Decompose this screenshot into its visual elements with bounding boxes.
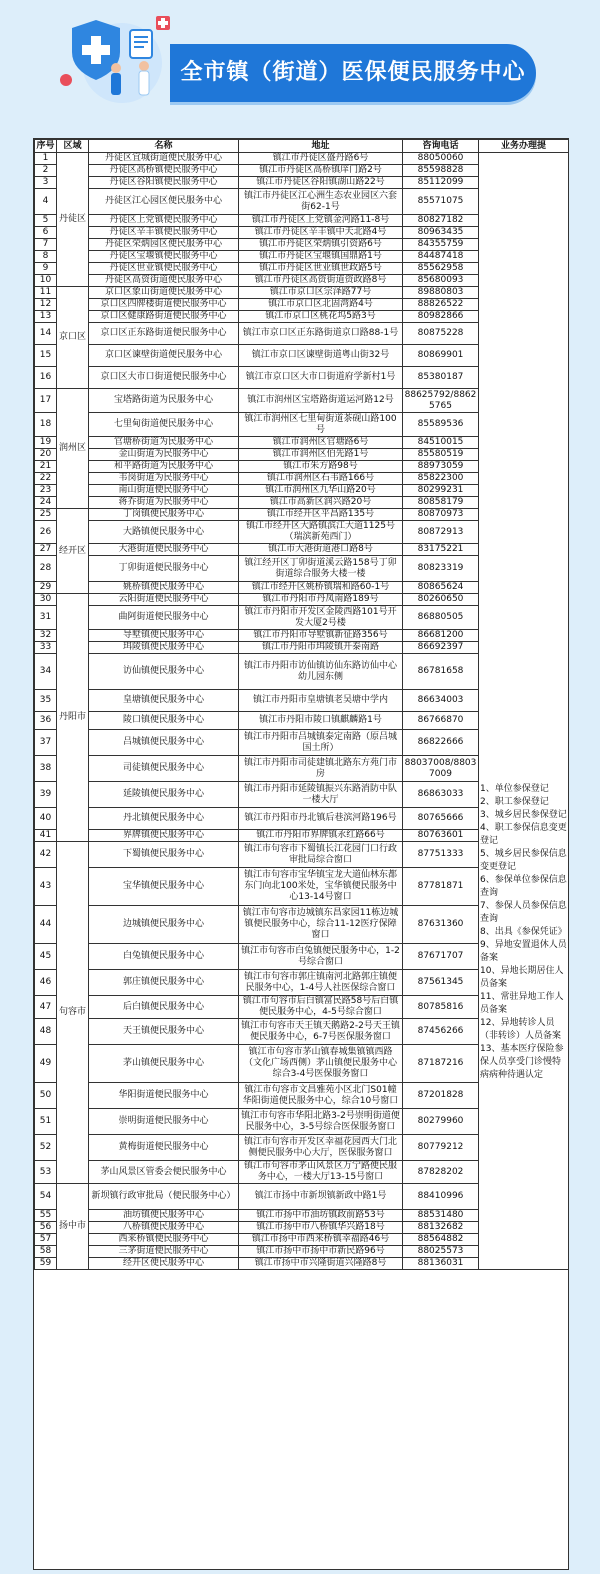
row-index: 48 (35, 1019, 57, 1045)
row-index: 3 (35, 177, 57, 189)
center-phone: 88025573 (403, 1246, 479, 1258)
business-item: 13、基本医疗保险参保人员享受门诊慢特病病种待遇认定 (480, 1044, 564, 1080)
center-name: 丹徒区上党镇便民服务中心 (89, 215, 239, 227)
region-cell: 扬中市 (57, 1184, 89, 1270)
center-phone: 80827182 (403, 215, 479, 227)
row-index: 47 (35, 996, 57, 1019)
row-index: 19 (35, 437, 57, 449)
center-phone: 87631360 (403, 906, 479, 944)
row-index: 32 (35, 630, 57, 642)
center-phone: 85580519 (403, 449, 479, 461)
center-phone: 80963435 (403, 227, 479, 239)
center-address: 镇江市丹阳市吕城镇泰定南路（原吕城国土所） (239, 730, 403, 756)
row-index: 30 (35, 594, 57, 606)
center-address: 镇江市句容市后白镇富民路58号后白镇便民服务中心，4-5号综合窗口 (239, 996, 403, 1019)
row-index: 58 (35, 1246, 57, 1258)
center-address: 镇江市丹徒区江心洲生态农业园区六套街62-1号 (239, 189, 403, 215)
center-phone: 85571075 (403, 189, 479, 215)
center-name: 京口区谏壁街道便民服务中心 (89, 345, 239, 367)
center-address: 镇江市润州区伯先路1号 (239, 449, 403, 461)
center-name: 丹徒区荣炳园区便民服务中心 (89, 239, 239, 251)
center-address: 镇江市丹徒区谷阳镇湖山路22号 (239, 177, 403, 189)
row-index: 31 (35, 606, 57, 630)
center-name: 和平路街道为民服务中心 (89, 461, 239, 473)
region-cell: 润州区 (57, 389, 89, 509)
business-item: 6、参保单位参保信息查询 (480, 875, 567, 898)
header-address: 地址 (239, 140, 403, 153)
row-index: 42 (35, 842, 57, 868)
center-name: 宝华镇便民服务中心 (89, 868, 239, 906)
center-address: 镇江市丹阳市珥陵镇开泰南路 (239, 642, 403, 654)
center-address: 镇江市京口区宗泽路77号 (239, 287, 403, 299)
center-address: 镇江市大港街道港口路8号 (239, 544, 403, 556)
center-name: 丹徒区高资街道便民服务中心 (89, 275, 239, 287)
business-item: 4、职工参保信息变更登记 (480, 823, 567, 846)
row-index: 59 (35, 1258, 57, 1270)
center-phone: 85589536 (403, 413, 479, 437)
center-name: 丁卯街道便民服务中心 (89, 556, 239, 582)
center-name: 丹徒区高桥镇便民服务中心 (89, 165, 239, 177)
center-phone: 80858179 (403, 497, 479, 509)
center-address: 镇江市丹徒区荣炳镇引资路6号 (239, 239, 403, 251)
center-address: 镇江市句容市茅山风景区万宁路便民服务中心，一楼大厅13-15号窗口 (239, 1161, 403, 1184)
header-index: 序号 (36, 140, 55, 151)
center-phone: 84487418 (403, 251, 479, 263)
region-cell: 经开区 (57, 509, 89, 594)
row-index: 4 (35, 189, 57, 215)
row-index: 44 (35, 906, 57, 944)
row-index: 43 (35, 868, 57, 906)
center-name: 延陵镇便民服务中心 (89, 782, 239, 808)
center-address: 镇江市句容市边城镇东昌家园11栋边城镇便民服务中心，综合11-12医疗保障窗口 (239, 906, 403, 944)
business-item: 5、城乡居民参保信息变更登记 (480, 849, 567, 872)
row-index: 45 (35, 944, 57, 970)
center-address: 镇江市句容市开发区幸福花园西大门北侧便民服务中心大厅，医保服务窗口 (239, 1135, 403, 1161)
center-name: 珥陵镇便民服务中心 (89, 642, 239, 654)
center-phone: 88531480 (403, 1210, 479, 1222)
table-header-row (35, 140, 569, 153)
center-phone: 80279960 (403, 1109, 479, 1135)
center-address: 镇江市扬中市兴隆街道兴隆路8号 (239, 1258, 403, 1270)
region-cell: 京口区 (57, 287, 89, 389)
row-index: 46 (35, 970, 57, 996)
center-name: 宝塔路街道为民服务中心 (89, 389, 239, 413)
center-phone: 80779212 (403, 1135, 479, 1161)
center-name: 京口区正东路街道便民服务中心 (89, 323, 239, 345)
center-phone: 88410996 (403, 1184, 479, 1210)
center-name: 陵口镇便民服务中心 (89, 712, 239, 730)
center-address: 镇江市丹阳市司徒建镇北路东方苑门市房 (239, 756, 403, 782)
center-phone: 88625792/88625765 (403, 389, 479, 413)
center-name: 皇塘镇便民服务中心 (89, 690, 239, 712)
center-name: 大港街道便民服务中心 (89, 544, 239, 556)
row-index: 21 (35, 461, 57, 473)
center-name: 华阳街道便民服务中心 (89, 1083, 239, 1109)
center-address: 镇江经开区丁卯街道溪云路158号丁卯街道综合服务大楼一楼 (239, 556, 403, 582)
center-address: 镇江市丹阳市开发区金陵西路101号开发大厦2号楼 (239, 606, 403, 630)
business-list-cell (479, 153, 569, 1270)
row-index: 13 (35, 311, 57, 323)
row-index: 9 (35, 263, 57, 275)
center-phone: 80870973 (403, 509, 479, 521)
center-name: 吕城镇便民服务中心 (89, 730, 239, 756)
center-address: 镇江市丹徒区世业镇世政路5号 (239, 263, 403, 275)
row-index: 2 (35, 165, 57, 177)
header-business: 业务办理提 (479, 140, 569, 153)
header-region: 区域 (57, 140, 89, 153)
center-name: 白兔镇便民服务中心 (89, 944, 239, 970)
center-address: 镇江市经开区大路镇滨江大道1125号（瑞滨新苑西门） (239, 521, 403, 544)
center-name: 姚桥镇便民服务中心 (89, 582, 239, 594)
row-index: 26 (35, 521, 57, 544)
center-phone: 80872913 (403, 521, 479, 544)
center-phone: 87561345 (403, 970, 479, 996)
center-phone: 86822666 (403, 730, 479, 756)
business-item: 10、异地长期居住人员备案 (480, 966, 564, 989)
center-phone: 85598828 (403, 165, 479, 177)
header-name: 名称 (89, 140, 239, 153)
row-index: 7 (35, 239, 57, 251)
row-index: 18 (35, 413, 57, 437)
row-index: 20 (35, 449, 57, 461)
center-phone: 80299231 (403, 485, 479, 497)
center-phone: 88564882 (403, 1234, 479, 1246)
row-index: 16 (35, 367, 57, 389)
center-name: 丹徒区辛丰镇便民服务中心 (89, 227, 239, 239)
row-index: 54 (35, 1184, 57, 1210)
center-address: 镇江市句容市文昌雅苑小区北门S01幢华阳街道便民服务中心，综合10号窗口 (239, 1083, 403, 1109)
row-index: 49 (35, 1045, 57, 1083)
center-phone: 88973059 (403, 461, 479, 473)
row-index: 41 (35, 830, 57, 842)
center-name: 司徒镇便民服务中心 (89, 756, 239, 782)
business-item: 9、异地安置退休人员备案 (480, 940, 567, 963)
center-name: 三茅街道便民服务中心 (89, 1246, 239, 1258)
row-index: 52 (35, 1135, 57, 1161)
center-phone: 85562958 (403, 263, 479, 275)
center-address: 镇江市丹阳市界牌镇永红路66号 (239, 830, 403, 842)
center-address: 镇江市丹徒区宝堰镇国鼎路1号 (239, 251, 403, 263)
row-index: 5 (35, 215, 57, 227)
center-phone: 83175221 (403, 544, 479, 556)
center-phone: 80765666 (403, 808, 479, 830)
service-center-table-container (33, 138, 569, 1570)
center-phone: 80982866 (403, 311, 479, 323)
center-address: 镇江市丹阳市皇塘镇老吴塘中学内 (239, 690, 403, 712)
center-address: 镇江市京口区北固湾路4号 (239, 299, 403, 311)
center-phone: 88132682 (403, 1222, 479, 1234)
center-name: 丹徒区宝堰镇便民服务中心 (89, 251, 239, 263)
center-phone: 86681200 (403, 630, 479, 642)
row-index: 50 (35, 1083, 57, 1109)
center-name: 经开区便民服务中心 (89, 1258, 239, 1270)
center-name: 蒋乔街道为民服务中心 (89, 497, 239, 509)
row-index: 37 (35, 730, 57, 756)
center-name: 官塘桥街道为民服务中心 (89, 437, 239, 449)
business-item: 11、常驻异地工作人员备案 (480, 992, 564, 1015)
center-phone: 85822300 (403, 473, 479, 485)
row-index: 51 (35, 1109, 57, 1135)
row-index: 6 (35, 227, 57, 239)
center-address: 镇江市丹徒区上党镇金河路11-8号 (239, 215, 403, 227)
center-address: 镇江市丹徒区高资街道资政路8号 (239, 275, 403, 287)
center-phone: 88037008/88037009 (403, 756, 479, 782)
center-phone: 84510015 (403, 437, 479, 449)
center-name: 边城镇便民服务中心 (89, 906, 239, 944)
row-index: 15 (35, 345, 57, 367)
center-address: 镇江市润州区九华山路20号 (239, 485, 403, 497)
center-phone: 87201828 (403, 1083, 479, 1109)
row-index: 22 (35, 473, 57, 485)
center-address: 镇江市丹阳市陵口镇麒麟路1号 (239, 712, 403, 730)
center-name: 茅山风景区管委会便民服务中心 (89, 1161, 239, 1184)
row-index: 17 (35, 389, 57, 413)
center-name: 金山街道为民服务中心 (89, 449, 239, 461)
center-name: 茅山镇便民服务中心 (89, 1045, 239, 1083)
center-phone: 80260650 (403, 594, 479, 606)
row-index: 25 (35, 509, 57, 521)
region-cell: 句容市 (57, 842, 89, 1184)
business-item: 2、职工参保登记 (480, 797, 549, 807)
center-name: 崇明街道便民服务中心 (89, 1109, 239, 1135)
center-address: 镇江市丹徒区盛丹路6号 (239, 153, 403, 165)
center-address: 镇江市经开区平昌路135号 (239, 509, 403, 521)
business-item: 3、城乡居民参保登记 (480, 810, 567, 820)
business-item: 7、参保人员参保信息查询 (480, 901, 567, 924)
center-name: 丁岗镇便民服务中心 (89, 509, 239, 521)
center-name: 郭庄镇便民服务中心 (89, 970, 239, 996)
center-address: 镇江市句容市华阳北路3-2号崇明街道便民服务中心，3-5号综合医保服务窗口 (239, 1109, 403, 1135)
center-address: 镇江市润州区石韦路166号 (239, 473, 403, 485)
row-index: 40 (35, 808, 57, 830)
center-phone: 86781658 (403, 654, 479, 690)
row-index: 33 (35, 642, 57, 654)
center-address: 镇江市扬中市八桥镇华兴路18号 (239, 1222, 403, 1234)
center-phone: 80869901 (403, 345, 479, 367)
center-name: 天王镇便民服务中心 (89, 1019, 239, 1045)
service-center-table (34, 139, 569, 1270)
row-index: 38 (35, 756, 57, 782)
center-address: 镇江市京口区谏壁街道粤山街32号 (239, 345, 403, 367)
center-name: 丹北镇便民服务中心 (89, 808, 239, 830)
center-name: 京口区健康路街道便民服务中心 (89, 311, 239, 323)
region-cell: 丹阳市 (57, 594, 89, 842)
center-address: 镇江市润州区官塘路6号 (239, 437, 403, 449)
center-name: 丹徒区谷阳镇便民服务中心 (89, 177, 239, 189)
center-phone: 80865624 (403, 582, 479, 594)
center-name: 丹徒区江心园区便民服务中心 (89, 189, 239, 215)
center-name: 黄梅街道便民服务中心 (89, 1135, 239, 1161)
row-index: 28 (35, 556, 57, 582)
center-phone: 87781871 (403, 868, 479, 906)
center-phone: 80763601 (403, 830, 479, 842)
table-row (35, 153, 569, 165)
center-name: 南山街道便民服务中心 (89, 485, 239, 497)
center-address: 镇江市丹阳市延陵镇振兴东路消防中队一楼大厅 (239, 782, 403, 808)
row-index: 24 (35, 497, 57, 509)
business-item: 1、单位参保登记 (480, 784, 549, 794)
center-address: 镇江市丹阳市丹凤南路189号 (239, 594, 403, 606)
center-name: 大路镇便民服务中心 (89, 521, 239, 544)
center-phone: 80823319 (403, 556, 479, 582)
center-name: 后白镇便民服务中心 (89, 996, 239, 1019)
center-address: 镇江市扬中市新坝镇新政中路1号 (239, 1184, 403, 1210)
center-address: 镇江市经开区姚桥镇瑞和路60-1号 (239, 582, 403, 594)
center-name: 云阳街道便民服务中心 (89, 594, 239, 606)
center-phone: 87671707 (403, 944, 479, 970)
row-index: 1 (35, 153, 57, 165)
row-index: 36 (35, 712, 57, 730)
center-phone: 88136031 (403, 1258, 479, 1270)
center-address: 镇江市句容市下蜀镇长江花园门口行政审批局综合窗口 (239, 842, 403, 868)
center-phone: 85112099 (403, 177, 479, 189)
center-phone: 85680093 (403, 275, 479, 287)
center-address: 镇江市京口区桃花坞5路3号 (239, 311, 403, 323)
center-phone: 89880803 (403, 287, 479, 299)
row-index: 56 (35, 1222, 57, 1234)
center-address: 镇江市高新区润兴路20号 (239, 497, 403, 509)
row-index: 10 (35, 275, 57, 287)
row-index: 11 (35, 287, 57, 299)
center-phone: 86880505 (403, 606, 479, 630)
center-name: 七里甸街道便民服务中心 (89, 413, 239, 437)
row-index: 53 (35, 1161, 57, 1184)
center-name: 西来桥镇便民服务中心 (89, 1234, 239, 1246)
center-address: 镇江市京口区大市口街道府学新村1号 (239, 367, 403, 389)
center-address: 镇江市丹阳市访仙镇访仙东路访仙中心幼儿园东侧 (239, 654, 403, 690)
row-index: 12 (35, 299, 57, 311)
center-name: 界牌镇便民服务中心 (89, 830, 239, 842)
center-address: 镇江市朱方路98号 (239, 461, 403, 473)
center-address: 镇江市润州区七里甸街道茶砚山路100号 (239, 413, 403, 437)
center-phone: 86634003 (403, 690, 479, 712)
center-address: 镇江市丹阳市丹北镇后巷滨河路196号 (239, 808, 403, 830)
center-name: 京口区大市口街道便民服务中心 (89, 367, 239, 389)
center-address: 镇江市丹徒区辛丰镇中天北路4号 (239, 227, 403, 239)
center-name: 油坊镇便民服务中心 (89, 1210, 239, 1222)
center-address: 镇江市句容市白兔镇便民服务中心，1-2号综合窗口 (239, 944, 403, 970)
row-index: 14 (35, 323, 57, 345)
center-phone: 84355759 (403, 239, 479, 251)
business-item: 12、异地转诊人员（非转诊）人员备案 (480, 1018, 562, 1041)
center-phone: 80875228 (403, 323, 479, 345)
center-phone: 87456266 (403, 1019, 479, 1045)
center-phone: 86766870 (403, 712, 479, 730)
center-name: 新坝镇行政审批局（便民服务中心） (89, 1184, 239, 1210)
center-address: 镇江市扬中市扬中市新民路96号 (239, 1246, 403, 1258)
row-index: 23 (35, 485, 57, 497)
center-phone: 87751333 (403, 842, 479, 868)
row-index: 55 (35, 1210, 57, 1222)
center-address: 镇江市丹阳市导墅镇新征路356号 (239, 630, 403, 642)
center-address: 镇江市句容市郭庄镇南河北路郭庄镇便民服务中心，1-4号人社医保综合窗口 (239, 970, 403, 996)
center-address: 镇江市扬中市西来桥镇幸福路46号 (239, 1234, 403, 1246)
center-name: 曲阿街道便民服务中心 (89, 606, 239, 630)
row-index: 35 (35, 690, 57, 712)
center-address: 镇江市丹徒区高桥镇庠门路2号 (239, 165, 403, 177)
row-index: 34 (35, 654, 57, 690)
center-phone: 86692397 (403, 642, 479, 654)
row-index: 29 (35, 582, 57, 594)
center-address: 镇江市句容市天王镇天鹅路2-2号天王镇便民服务中心，6-7号医保服务窗口 (239, 1019, 403, 1045)
center-name: 丹徒区世业镇便民服务中心 (89, 263, 239, 275)
center-name: 京口区四牌楼街道便民服务中心 (89, 299, 239, 311)
region-cell: 丹徒区 (57, 153, 89, 287)
center-phone: 87828202 (403, 1161, 479, 1184)
row-index: 8 (35, 251, 57, 263)
business-item: 8、出具《参保凭证》 (480, 927, 567, 937)
center-phone: 80785816 (403, 996, 479, 1019)
page-title: 全市镇（街道）医保便民服务中心 (170, 44, 536, 102)
center-name: 导墅镇便民服务中心 (89, 630, 239, 642)
center-address: 镇江市京口区正东路街道京口路88-1号 (239, 323, 403, 345)
center-name: 韦岗街道为民服务中心 (89, 473, 239, 485)
header-phone: 咨询电话 (403, 140, 479, 153)
header (52, 8, 552, 108)
row-index: 27 (35, 544, 57, 556)
center-phone: 87187216 (403, 1045, 479, 1083)
row-index: 57 (35, 1234, 57, 1246)
center-name: 八桥镇便民服务中心 (89, 1222, 239, 1234)
row-index: 39 (35, 782, 57, 808)
center-address: 镇江市句容市宝华镇宝龙大道仙林东都东门向北100米处，宝华镇便民服务中心13-14号窗口 (239, 868, 403, 906)
center-address: 镇江市扬中市油坊镇政前路53号 (239, 1210, 403, 1222)
center-name: 京口区象山街道便民服务中心 (89, 287, 239, 299)
center-phone: 88826522 (403, 299, 479, 311)
center-name: 下蜀镇便民服务中心 (89, 842, 239, 868)
center-address: 镇江市润州区宝塔路街道运河路12号 (239, 389, 403, 413)
center-phone: 85380187 (403, 367, 479, 389)
center-phone: 88050060 (403, 153, 479, 165)
center-address: 镇江市句容市茅山镇春城集镇镇西路（文化广场西侧）茅山镇便民服务中心综合3-4号医保服务窗口 (239, 1045, 403, 1083)
center-phone: 86863033 (403, 782, 479, 808)
center-name: 访仙镇便民服务中心 (89, 654, 239, 690)
center-name: 丹徒区宜城街道便民服务中心 (89, 153, 239, 165)
